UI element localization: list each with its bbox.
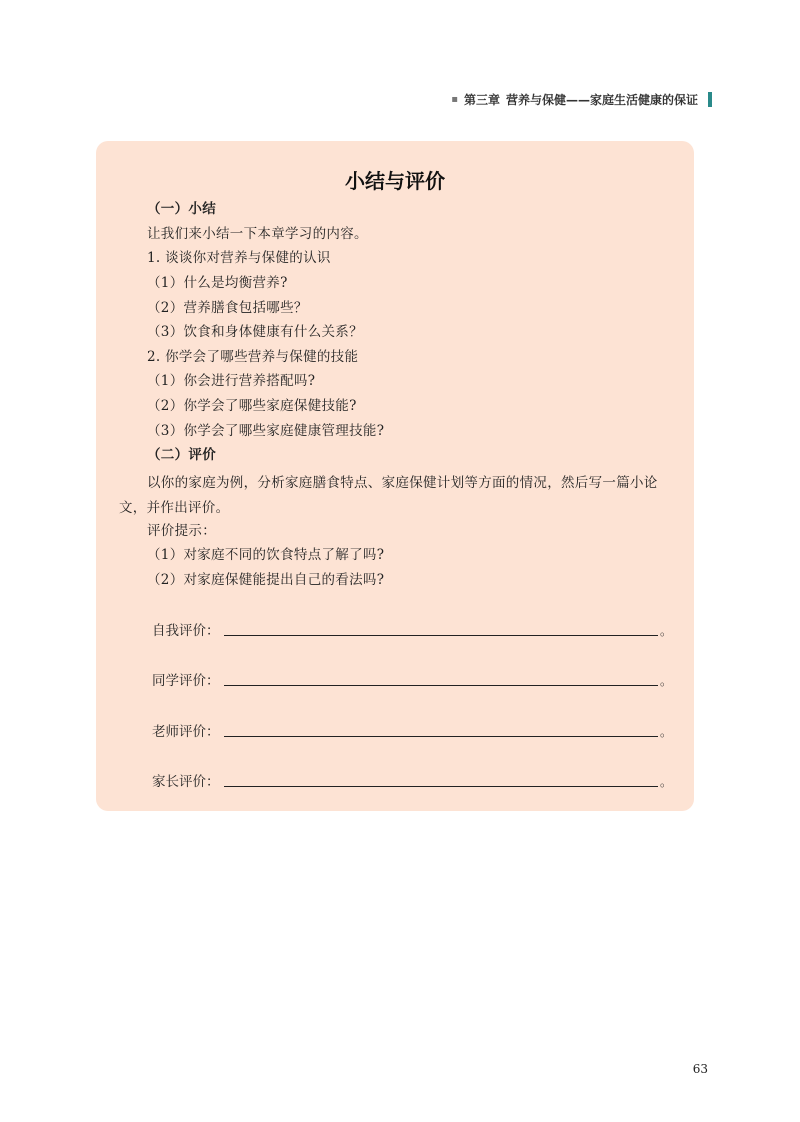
answer-line[interactable] bbox=[224, 736, 658, 737]
evaluation-heading: （二）评价 bbox=[147, 447, 216, 463]
hint-item: （2）对家庭保健能提出自己的看法吗? bbox=[147, 572, 385, 588]
chapter-label: 第三章 bbox=[463, 93, 500, 107]
section-title: 小结与评价 bbox=[345, 169, 445, 193]
eval-end-mark: 。 bbox=[659, 725, 672, 739]
intro-text: 让我们来小结一下本章学习的内容。 bbox=[147, 226, 368, 242]
page-number: 63 bbox=[692, 1062, 708, 1076]
summary-panel bbox=[96, 141, 694, 811]
eval-end-mark: 。 bbox=[659, 624, 672, 638]
peer-evaluation-field[interactable] bbox=[152, 667, 672, 689]
topic-1-item: （2）营养膳食包括哪些？ bbox=[147, 300, 308, 316]
topic-2-item: （2）你学会了哪些家庭保健技能? bbox=[147, 398, 357, 414]
summary-heading: （一）小结 bbox=[147, 201, 216, 217]
topic-2-item: （1）你会进行营养搭配吗? bbox=[147, 373, 316, 389]
eval-label: 同学评价： bbox=[152, 673, 220, 689]
eval-label: 老师评价： bbox=[152, 724, 220, 740]
topic-2-item: （3）你学会了哪些家庭健康管理技能? bbox=[147, 423, 385, 439]
answer-line[interactable] bbox=[224, 635, 658, 636]
running-header bbox=[451, 91, 712, 108]
teacher-evaluation-field[interactable] bbox=[152, 718, 672, 740]
topic-2: 2. 你学会了哪些营养与保健的技能 bbox=[147, 349, 359, 365]
hint-item: （1）对家庭不同的饮食特点了解了吗? bbox=[147, 547, 385, 563]
self-evaluation-field[interactable] bbox=[152, 617, 672, 639]
bullet-icon: ▪ bbox=[451, 94, 458, 105]
eval-label: 自我评价： bbox=[152, 623, 220, 639]
parent-evaluation-field[interactable] bbox=[152, 768, 672, 790]
eval-label: 家长评价： bbox=[152, 774, 220, 790]
topic-1: 1. 谈谈你对营养与保健的认识 bbox=[147, 250, 331, 266]
topic-1-item: （3）饮食和身体健康有什么关系？ bbox=[147, 324, 363, 340]
accent-bar bbox=[708, 92, 712, 107]
evaluation-paragraph bbox=[119, 471, 679, 521]
topic-1-item: （1）什么是均衡营养? bbox=[147, 275, 288, 291]
chapter-title: 营养与保健——家庭生活健康的保证 bbox=[505, 93, 698, 107]
evaluation-text: 以你的家庭为例，分析家庭膳食特点、家庭保健计划等方面的情况，然后写一篇小论文，并作出评价。 bbox=[119, 475, 658, 516]
eval-end-mark: 。 bbox=[659, 775, 672, 789]
answer-line[interactable] bbox=[224, 786, 658, 787]
answer-line[interactable] bbox=[224, 685, 658, 686]
hint-heading: 评价提示： bbox=[147, 523, 216, 539]
eval-end-mark: 。 bbox=[659, 674, 672, 688]
